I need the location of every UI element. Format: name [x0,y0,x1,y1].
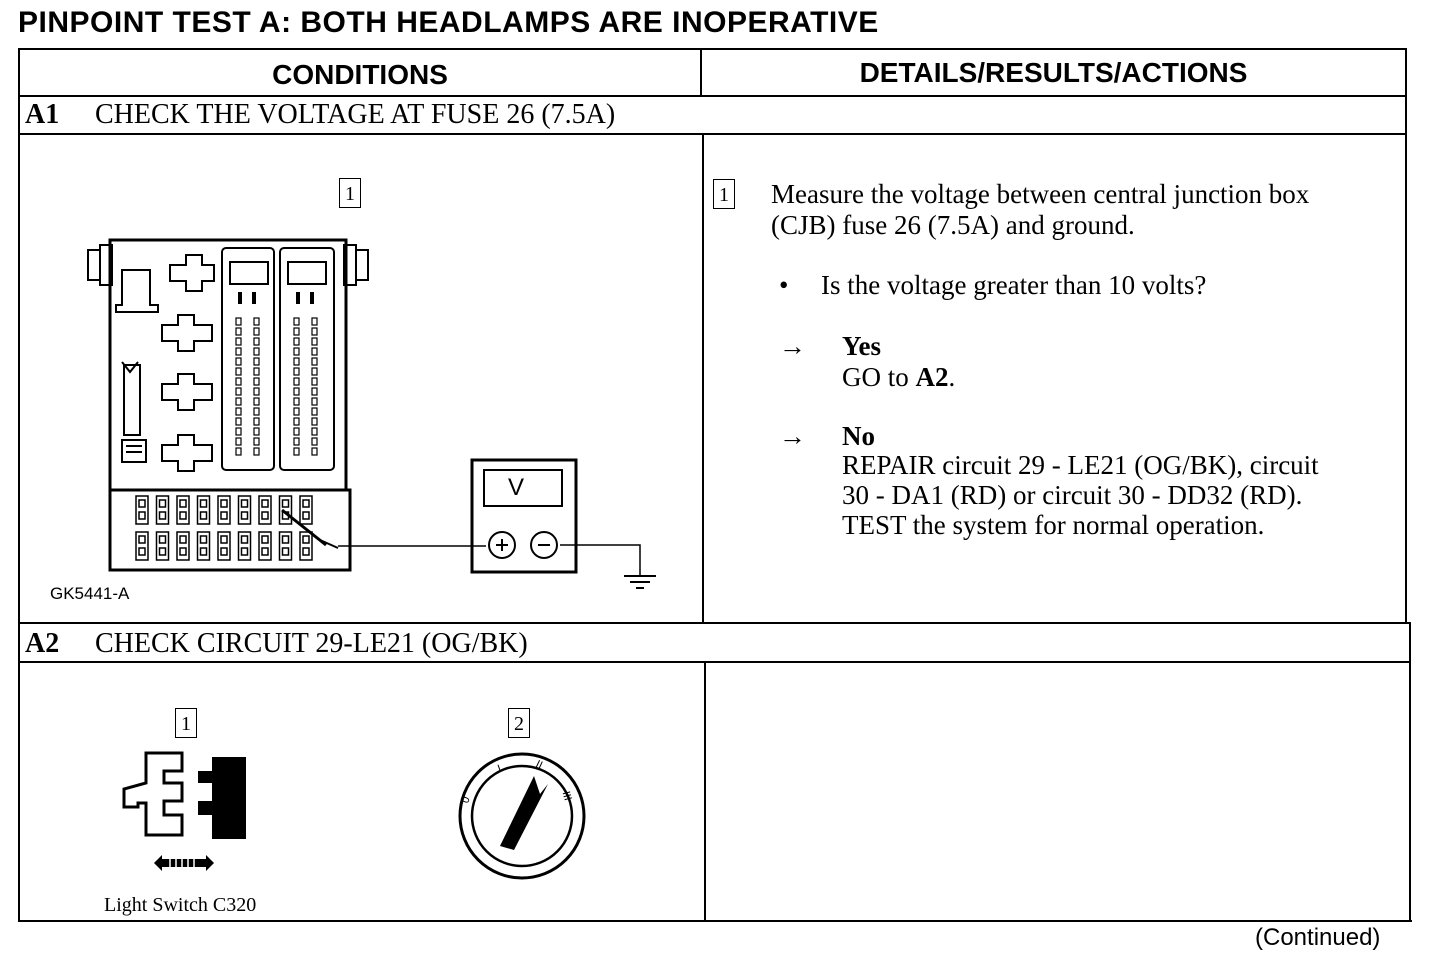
connector-disconnect-icon [110,745,270,885]
detail-callout: 1 [713,179,735,209]
meter-label: V [508,474,525,501]
figure-callout-1: 1 [175,708,197,738]
step-id: A2 [25,628,60,659]
yes-action-prefix: GO to [842,362,916,392]
no-action-line-3: TEST the system for normal operation. [842,510,1265,540]
details-header: DETAILS/RESULTS/ACTIONS [859,57,1248,88]
connector-caption: Light Switch C320 [104,894,257,916]
switch-mark-1: I [496,762,504,776]
figure-code: GK5441-A [50,584,130,603]
step-title: CHECK THE VOLTAGE AT FUSE 26 (7.5A) [95,99,616,130]
no-action-line-1: REPAIR circuit 29 - LE21 (OG/BK), circuit [842,450,1319,480]
no-label: No [842,421,875,451]
yes-label: Yes [842,331,881,361]
switch-mark-2: II [533,758,545,772]
bullet: • [779,270,789,300]
step-id: A1 [25,99,60,130]
instruction-line-1: Measure the voltage between central junction box [771,179,1310,209]
no-action-line-2: 30 - DA1 (RD) or circuit 30 - DD32 (RD). [842,480,1303,510]
step-a2-heading [25,628,528,660]
yes-action-suffix: . [948,362,956,392]
yes-action [842,362,955,393]
no-arrow: → [779,421,806,451]
central-junction-box-icon [0,0,700,620]
figure-callout-2: 2 [508,708,530,738]
conditions-header: CONDITIONS [272,59,448,90]
switch-mark-0: 0 [459,795,473,805]
question: Is the voltage greater than 10 volts? [821,270,1207,300]
figure-callout: 1 [339,178,361,208]
ground-icon [556,540,666,600]
page-title: PINPOINT TEST A: BOTH HEADLAMPS ARE INOPERATIVE [18,6,879,39]
step-title: CHECK CIRCUIT 29-LE21 (OG/BK) [95,628,528,659]
instruction-line-2: (CJB) fuse 26 (7.5A) and ground. [771,210,1135,240]
yes-arrow: → [779,331,806,361]
yes-action-target: A2 [915,362,949,392]
ignition-switch-icon [456,750,596,890]
continued-note: (Continued) [1255,924,1381,951]
switch-mark-3: III [559,790,574,802]
